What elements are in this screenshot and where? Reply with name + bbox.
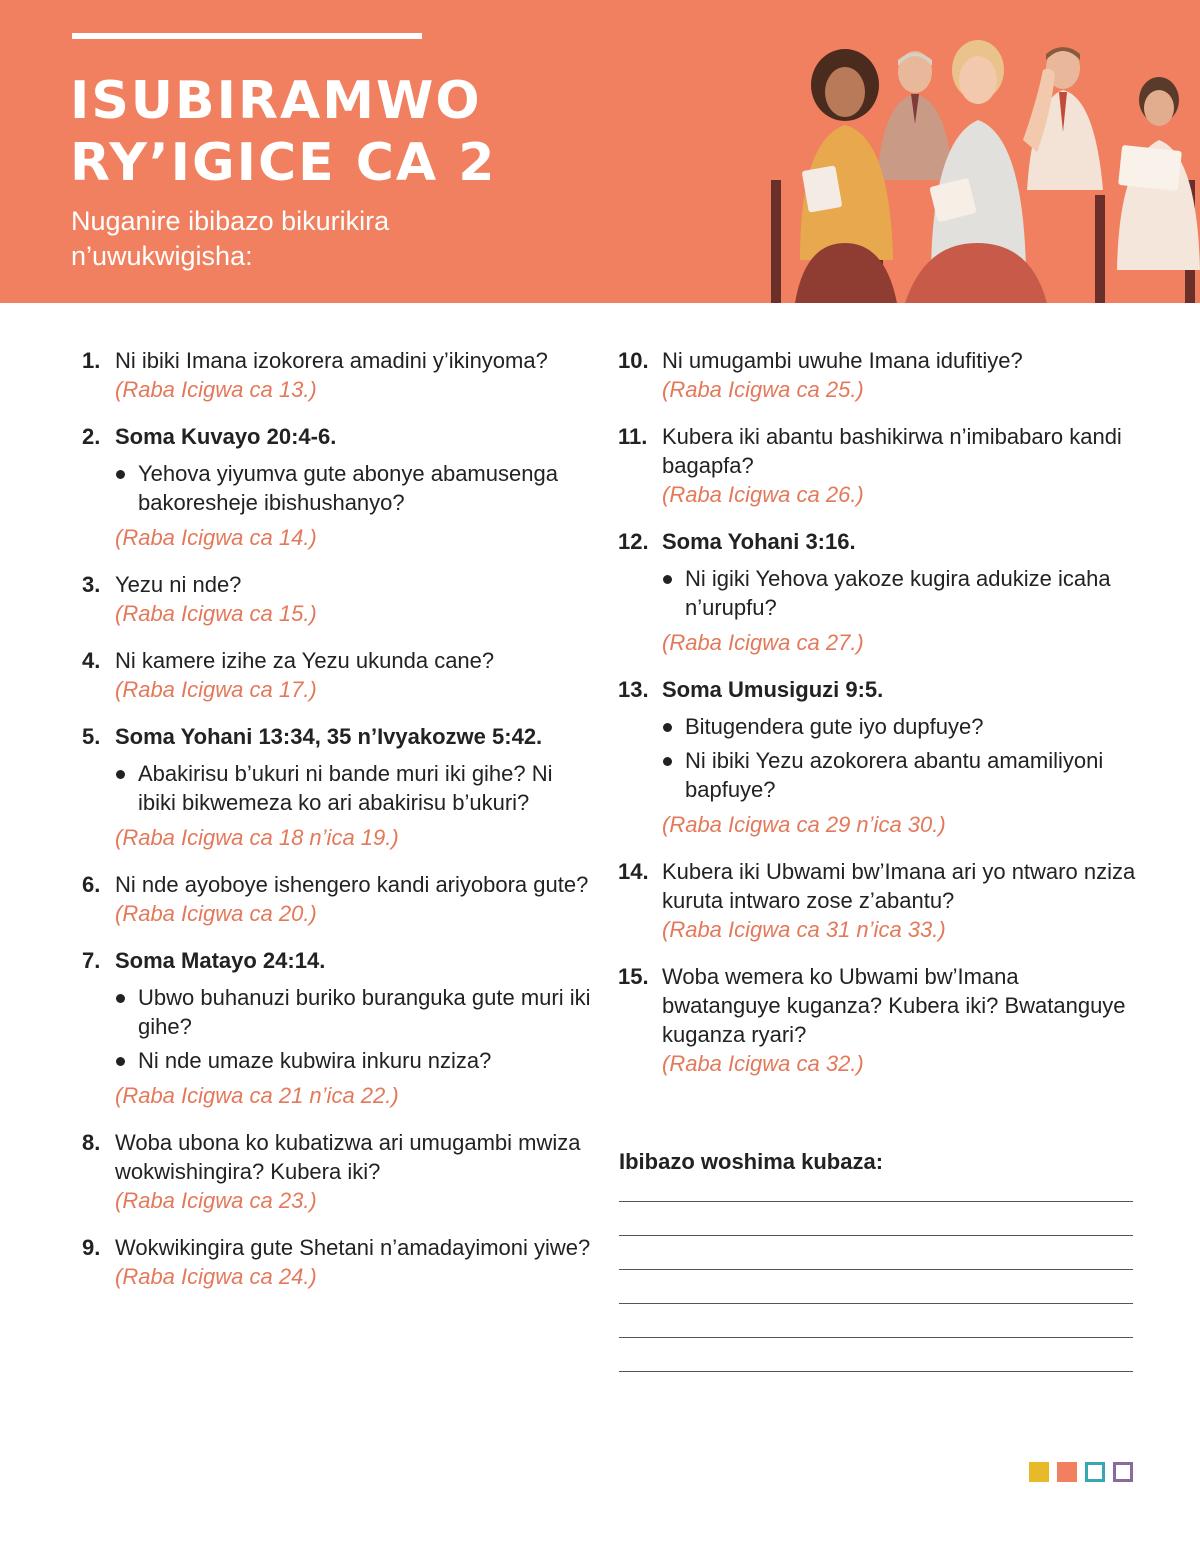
bullet-item: Ni nde umaze kubwira inkuru nziza?: [115, 1046, 592, 1075]
square-teal: [1085, 1462, 1105, 1482]
writing-line[interactable]: [619, 1371, 1133, 1372]
question-item: [618, 962, 1138, 1078]
question-item: [618, 857, 1138, 944]
question-item: [618, 527, 1138, 657]
page-title-line-2: RY’IGICE CA 2: [70, 133, 497, 193]
square-purple: [1113, 1462, 1133, 1482]
person-front-left: [795, 49, 897, 303]
writing-line[interactable]: [619, 1337, 1133, 1338]
question-number: 15.: [618, 964, 649, 989]
question-text: Kubera iki Ubwami bw’Imana ari yo ntwaro nziza kuruta intwaro zose z’abantu?: [662, 859, 1136, 913]
question-item: [618, 422, 1138, 509]
person-back-left: [877, 51, 953, 180]
lesson-reference: (Raba Icigwa ca 24.): [115, 1264, 317, 1289]
lesson-reference: (Raba Icigwa ca 14.): [115, 525, 317, 550]
lesson-reference: (Raba Icigwa ca 18 n’ica 19.): [115, 825, 399, 850]
lesson-reference: (Raba Icigwa ca 25.): [662, 377, 864, 402]
bullet-item: Yehova yiyumva gute abonye abamusenga bakoresheje ibishushanyo?: [115, 459, 592, 517]
question-item: [82, 570, 592, 628]
lesson-reference: (Raba Icigwa ca 17.): [115, 677, 317, 702]
lesson-reference: (Raba Icigwa ca 29 n’ica 30.): [662, 812, 946, 837]
question-number: 4.: [82, 648, 101, 673]
square-yellow: [1029, 1462, 1049, 1482]
bullet-item: Bitugendera gute iyo dupfuye?: [662, 712, 1138, 741]
writing-line[interactable]: [619, 1303, 1133, 1304]
question-number: 6.: [82, 872, 101, 897]
lesson-reference: (Raba Icigwa ca 15.): [115, 601, 317, 626]
lesson-reference: (Raba Icigwa ca 26.): [662, 482, 864, 507]
question-number: 8.: [82, 1130, 101, 1155]
question-text: Kubera iki abantu bashikirwa n’imibabaro kandi bagapfa?: [662, 424, 1122, 478]
question-text: Woba wemera ko Ubwami bw’Imana bwatanguye kuganza? Kubera iki? Bwatanguye kuganza ryari?: [662, 964, 1126, 1047]
question-number: 10.: [618, 348, 649, 373]
writing-line[interactable]: [619, 1269, 1133, 1270]
question-item: [82, 870, 592, 928]
audience-illustration: [765, 30, 1200, 303]
question-item: [82, 346, 592, 404]
bullet-item: Ni igiki Yehova yakoze kugira adukize icaha n’urupfu?: [662, 564, 1138, 622]
question-number: 13.: [618, 677, 649, 702]
question-bullets: [662, 712, 1138, 804]
question-text: Ni ibiki Imana izokorera amadini y’ikinyoma?: [115, 348, 548, 373]
writing-line[interactable]: [619, 1235, 1133, 1236]
question-number: 12.: [618, 529, 649, 554]
square-orange: [1057, 1462, 1077, 1482]
page-title: [70, 70, 496, 194]
question-number: 2.: [82, 424, 101, 449]
question-number: 7.: [82, 948, 101, 973]
question-text: Soma Umusiguzi 9:5.: [662, 677, 884, 702]
question-item: [618, 346, 1138, 404]
questions-right-column: [618, 346, 1138, 1096]
bullet-item: Ubwo buhanuzi buriko buranguka gute muri iki gihe?: [115, 983, 592, 1041]
lesson-reference: (Raba Icigwa ca 32.): [662, 1051, 864, 1076]
question-item: [82, 422, 592, 552]
lesson-reference: (Raba Icigwa ca 20.): [115, 901, 317, 926]
question-item: [82, 722, 592, 852]
question-item: [82, 646, 592, 704]
question-text: Ni umugambi uwuhe Imana idufitiye?: [662, 348, 1023, 373]
page-title-line-1: ISUBIRAMWO: [70, 71, 482, 131]
question-bullets: [115, 759, 592, 817]
question-text: Soma Kuvayo 20:4-6.: [115, 424, 337, 449]
question-text: Soma Matayo 24:14.: [115, 948, 326, 973]
notes-lines[interactable]: [619, 1201, 1133, 1405]
question-text: Soma Yohani 3:16.: [662, 529, 856, 554]
question-item: [618, 675, 1138, 839]
lesson-reference: (Raba Icigwa ca 13.): [115, 377, 317, 402]
question-text: Ni nde ayoboye ishengero kandi ariyobora gute?: [115, 872, 589, 897]
question-number: 3.: [82, 572, 101, 597]
person-front-right: [1117, 77, 1200, 270]
question-bullets: [662, 564, 1138, 622]
question-text: Wokwikingira gute Shetani n’amadayimoni yiwe?: [115, 1235, 591, 1260]
question-number: 1.: [82, 348, 101, 373]
question-text: Woba ubona ko kubatizwa ari umugambi mwiza wokwishingira? Kubera iki?: [115, 1130, 581, 1184]
question-bullets: [115, 983, 592, 1075]
question-number: 5.: [82, 724, 101, 749]
notes-label: Ibibazo woshima kubaza:: [619, 1149, 884, 1174]
lesson-reference: (Raba Icigwa ca 21 n’ica 22.): [115, 1083, 399, 1108]
question-number: 9.: [82, 1235, 101, 1260]
question-number: 14.: [618, 859, 649, 884]
header-rule: [72, 33, 422, 39]
lesson-reference: (Raba Icigwa ca 27.): [662, 630, 864, 655]
lesson-reference: (Raba Icigwa ca 23.): [115, 1188, 317, 1213]
questions-left-column: [82, 346, 592, 1309]
bullet-item: Abakirisu b’ukuri ni bande muri iki gihe? Ni ibiki bikwemeza ko ari abakirisu b’ukuri?: [115, 759, 592, 817]
question-number: 11.: [618, 424, 648, 449]
question-bullets: [115, 459, 592, 517]
question-item: [82, 1233, 592, 1291]
bullet-item: Ni ibiki Yezu azokorera abantu amamiliyoni bapfuye?: [662, 746, 1138, 804]
writing-line[interactable]: [619, 1201, 1133, 1202]
question-item: [82, 946, 592, 1110]
lesson-reference: (Raba Icigwa ca 31 n’ica 33.): [662, 917, 946, 942]
question-item: [82, 1128, 592, 1215]
page-subtitle: Nuganire ibibazo bikurikira n’uwukwigisha:: [71, 206, 390, 271]
question-text: Soma Yohani 13:34, 35 n’Ivyakozwe 5:42.: [115, 724, 543, 749]
question-text: Yezu ni nde?: [115, 572, 242, 597]
question-text: Ni kamere izihe za Yezu ukunda cane?: [115, 648, 495, 673]
header-banner: [0, 0, 1200, 303]
